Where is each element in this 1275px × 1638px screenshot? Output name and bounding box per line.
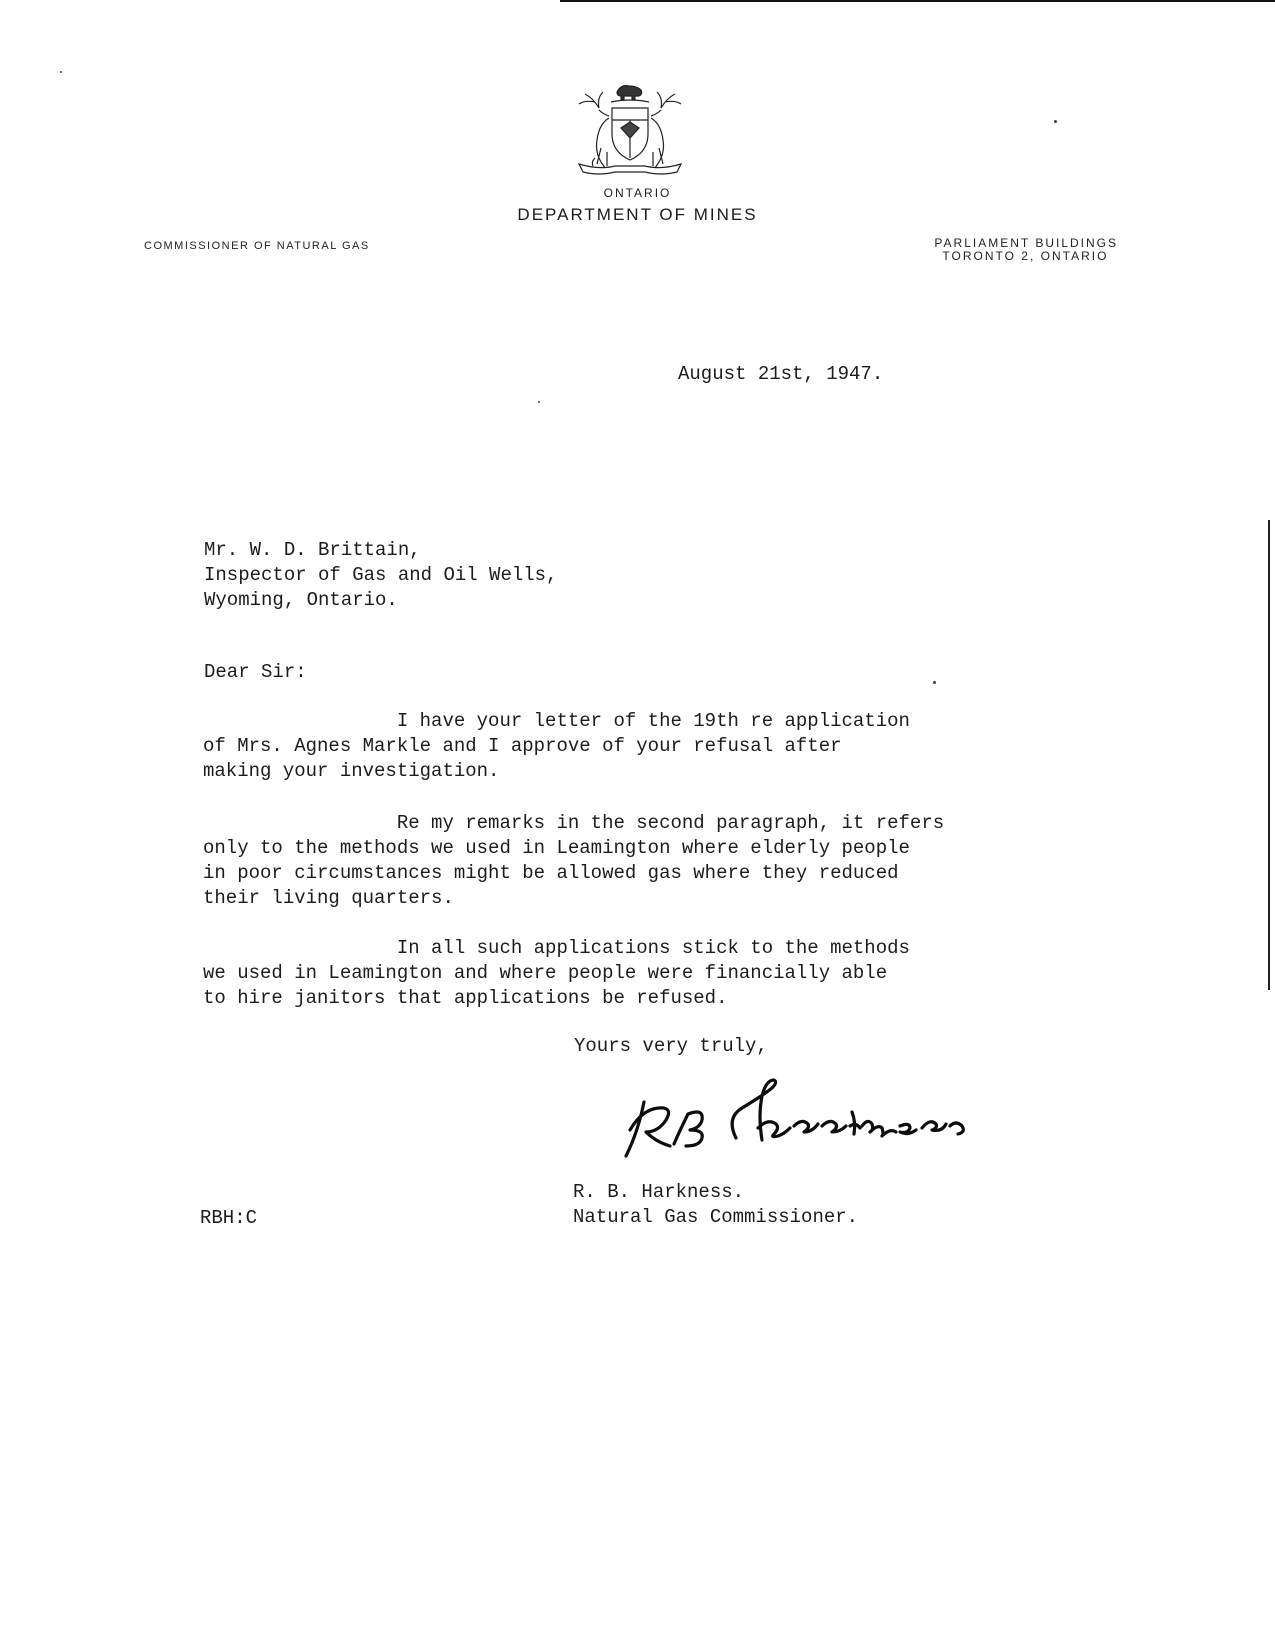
body-paragraph-1: I have your letter of the 19th re application of Mrs. Agnes Markle and I approve of your refusal after making your investigation. <box>203 710 910 782</box>
scan-speck <box>1054 120 1057 123</box>
body-paragraph-3: In all such applications stick to the methods we used in Leamington and where people were financially able to hire janitors that applications be refused. <box>203 937 910 1009</box>
letterhead-address <box>934 237 1118 263</box>
scan-speck <box>538 401 540 403</box>
address-line-1: PARLIAMENT BUILDINGS <box>934 236 1118 250</box>
signer-name: R. B. Harkness. <box>573 1181 745 1203</box>
letter-date: August 21st, 1947. <box>678 363 884 385</box>
signer-title: Natural Gas Commissioner. <box>573 1206 859 1228</box>
top-edge-rule <box>560 0 1275 2</box>
letterhead-office: COMMISSIONER OF NATURAL GAS <box>144 240 370 252</box>
ontario-coat-of-arms-icon <box>565 78 695 178</box>
scan-speck <box>933 681 936 684</box>
salutation: Dear Sir: <box>204 661 307 683</box>
handwritten-signature <box>618 1068 1018 1168</box>
letterhead-province: ONTARIO <box>603 186 672 200</box>
address-line-2: TORONTO 2, ONTARIO <box>942 249 1109 263</box>
recipient-line: Mr. W. D. Brittain, <box>204 539 421 561</box>
closing: Yours very truly, <box>574 1035 768 1057</box>
scan-speck <box>60 71 62 73</box>
reference-initials: RBH:C <box>200 1207 258 1229</box>
recipient-line: Wyoming, Ontario. <box>204 589 398 611</box>
recipient-block <box>204 538 557 613</box>
letterhead-department: DEPARTMENT OF MINES <box>517 205 758 224</box>
recipient-line: Inspector of Gas and Oil Wells, <box>204 564 558 586</box>
body-paragraph-2: Re my remarks in the second paragraph, it refers only to the methods we used in Leamington where elderly people in poor circumstances might be allowed gas where they reduced their living quarters. <box>203 812 945 909</box>
signer-block <box>573 1180 858 1230</box>
right-edge-rule <box>1268 520 1270 990</box>
